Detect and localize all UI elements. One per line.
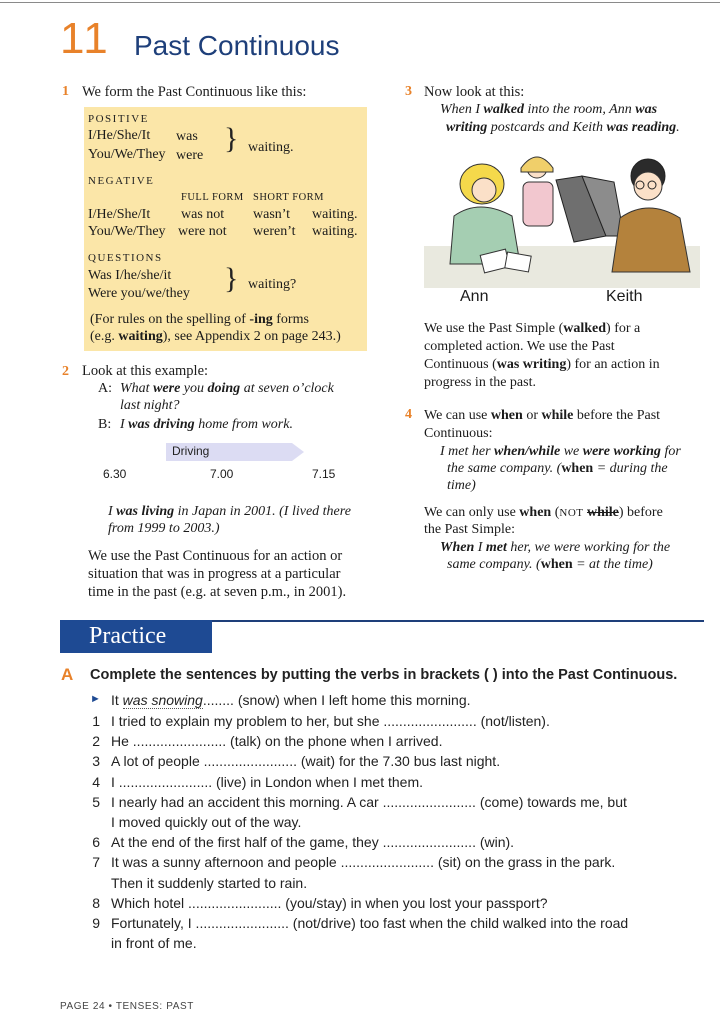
exercise-item-number: 5 bbox=[92, 793, 100, 810]
neg-row1-word: waiting. bbox=[312, 207, 358, 222]
example-japan-line2: from 1999 to 2003.) bbox=[108, 521, 220, 536]
practice-title: Practice bbox=[89, 623, 167, 649]
example-japan-line1: I was living in Japan in 2001. (I lived there bbox=[108, 504, 351, 519]
exercise-item-number: 7 bbox=[92, 854, 100, 871]
section-1-intro: We form the Past Continuous like this: bbox=[82, 84, 307, 100]
exercise-item-number: 9 bbox=[92, 915, 100, 931]
example-sentence: It was snowing........ (snow) when I left home this morning. bbox=[111, 692, 471, 708]
dialogue-a-label: A: bbox=[98, 381, 112, 396]
section-4-example1-line1: I met her when/while we were working for bbox=[440, 444, 681, 459]
exercise-item-text: He ........................ (talk) on the phone when I arrived. bbox=[111, 733, 443, 750]
section-3-intro: Now look at this: bbox=[424, 84, 525, 100]
neg-row2-subject: You/We/They bbox=[88, 224, 166, 239]
exercise-item-continuation: I moved quickly out of the way. bbox=[111, 814, 302, 830]
exercise-item-number: 6 bbox=[92, 834, 100, 851]
ann-caption: Ann bbox=[460, 288, 489, 305]
section-4-example2-line2: same company. (when = at the time) bbox=[447, 557, 653, 572]
exercise-item-number: 2 bbox=[92, 733, 100, 750]
negative-label: NEGATIVE bbox=[88, 175, 155, 187]
exercise-item-text: I tried to explain my problem to her, but she ........................ (not/listen). bbox=[111, 713, 550, 729]
section-3-number: 3 bbox=[405, 84, 412, 99]
page-footer: PAGE 24 • TENSES: PAST bbox=[60, 1001, 194, 1012]
neg-row1-full: was not bbox=[181, 207, 225, 222]
section-4-para-line1: We can only use when (NOT while) before bbox=[424, 505, 663, 520]
exercise-item-text: Which hotel ........................ (you/stay) in when you lost your passport? bbox=[111, 894, 548, 911]
keith-caption: Keith bbox=[606, 288, 643, 305]
section-2-para-line1: We use the Past Continuous for an action or bbox=[88, 548, 343, 564]
neg-row2-short: weren’t bbox=[253, 224, 296, 239]
neg-row2-word: waiting. bbox=[312, 224, 358, 239]
pos-word: waiting. bbox=[248, 140, 294, 155]
short-form-label: SHORT FORM bbox=[253, 192, 324, 203]
pos-row1-verb: was bbox=[176, 129, 198, 144]
exercise-item-continuation: Then it suddenly started to rain. bbox=[111, 874, 308, 891]
exercise-item-number: 8 bbox=[92, 894, 100, 911]
exercise-item-number: 1 bbox=[92, 713, 100, 729]
exercise-instruction: Complete the sentences by putting the verbs in brackets ( ) into the Past Continuous. bbox=[90, 667, 678, 683]
example-marker-icon: ► bbox=[90, 693, 101, 705]
unit-number: 11 bbox=[60, 14, 110, 63]
exercise-item-text: At the end of the first half of the game, they ........................ (win). bbox=[111, 834, 515, 851]
exercise-item-text: Fortunately, I ........................ (not/drive) too fast when the child walked into the road bbox=[111, 915, 629, 931]
section-3-para-line4: progress in the past. bbox=[424, 375, 536, 390]
section-3-para-line2: completed action. We use the Past bbox=[424, 339, 615, 354]
positive-label: POSITIVE bbox=[88, 113, 149, 125]
questions-brace-icon: } bbox=[224, 262, 239, 295]
section-3-para-line1: We use the Past Simple (walked) for a bbox=[424, 321, 641, 336]
timeline-time-3: 7.15 bbox=[312, 467, 336, 481]
section-2-intro: Look at this example: bbox=[82, 363, 209, 379]
exercise-letter: A bbox=[61, 665, 74, 684]
timeline-label: Driving bbox=[172, 444, 210, 458]
dialogue-b-line: I was driving home from work. bbox=[120, 417, 293, 432]
section-1-number: 1 bbox=[62, 84, 69, 99]
exercise-item-text: I ........................ (live) in London when I met them. bbox=[111, 773, 424, 790]
dialogue-a-line2: last night? bbox=[120, 398, 180, 413]
section-4-line2: Continuous: bbox=[424, 426, 493, 441]
section-4-example1-line2: the same company. (when = during the bbox=[447, 461, 668, 476]
neg-row1-short: wasn’t bbox=[253, 207, 291, 222]
positive-brace-icon: } bbox=[224, 122, 239, 155]
section-4-number: 4 bbox=[405, 407, 412, 422]
timeline-time-2: 7.00 bbox=[210, 467, 234, 481]
dialogue-b-label: B: bbox=[98, 417, 112, 432]
pos-row1-subject: I/He/She/It bbox=[88, 128, 151, 143]
section-3-para-line3: Continuous (was writing) for an action in bbox=[424, 357, 660, 372]
page-title: Past Continuous bbox=[134, 30, 340, 61]
section-4-example1-line3: time) bbox=[447, 478, 476, 493]
question-row2: Were you/we/they bbox=[88, 286, 190, 301]
top-rule bbox=[0, 2, 720, 3]
exercise-item-number: 3 bbox=[92, 753, 100, 770]
pos-row2-verb: were bbox=[176, 148, 204, 163]
spelling-note-line2: (e.g. waiting), see Appendix 2 on page 243.) bbox=[90, 329, 341, 344]
practice-rule bbox=[212, 620, 704, 622]
exercise-item-number: 4 bbox=[92, 773, 100, 790]
section-4-line1: We can use when or while before the Past bbox=[424, 408, 661, 423]
exercise-item-text: It was a sunny afternoon and people ........................ (sit) on the grass in the park. bbox=[111, 854, 616, 871]
ann-keith-illustration bbox=[424, 146, 700, 288]
timeline-time-1: 6.30 bbox=[103, 467, 127, 481]
exercise-item-continuation: in front of me. bbox=[111, 935, 197, 952]
spelling-note-line1: (For rules on the spelling of -ing forms bbox=[90, 312, 309, 327]
section-4-para-line2: the Past Simple: bbox=[424, 522, 515, 537]
section-4-example2-line1: When I met her, we were working for the bbox=[440, 540, 671, 555]
neg-row1-subject: I/He/She/It bbox=[88, 207, 151, 222]
section-2-number: 2 bbox=[62, 364, 69, 379]
question-word: waiting? bbox=[248, 277, 297, 292]
section-2-para-line2: situation that was in progress at a particular bbox=[88, 566, 341, 582]
exercise-item-text: A lot of people ........................ (wait) for the 7.30 bus last night. bbox=[111, 753, 501, 770]
questions-label: QUESTIONS bbox=[88, 252, 163, 264]
exercise-item-text: I nearly had an accident this morning. A car ........................ (come) towards me, but bbox=[111, 793, 627, 810]
section-2-para-line3: time in the past (e.g. at seven p.m., in 2001). bbox=[88, 584, 347, 600]
section-3-example-line2: writing postcards and Keith was reading. bbox=[446, 120, 680, 135]
question-row1: Was I/he/she/it bbox=[88, 268, 172, 283]
neg-row2-full: were not bbox=[178, 224, 227, 239]
full-form-label: FULL FORM bbox=[181, 192, 244, 203]
section-3-example-line1: When I walked into the room, Ann was bbox=[440, 102, 658, 117]
dialogue-a-line1: What were you doing at seven o’clock bbox=[120, 381, 334, 396]
pos-row2-subject: You/We/They bbox=[88, 147, 166, 162]
